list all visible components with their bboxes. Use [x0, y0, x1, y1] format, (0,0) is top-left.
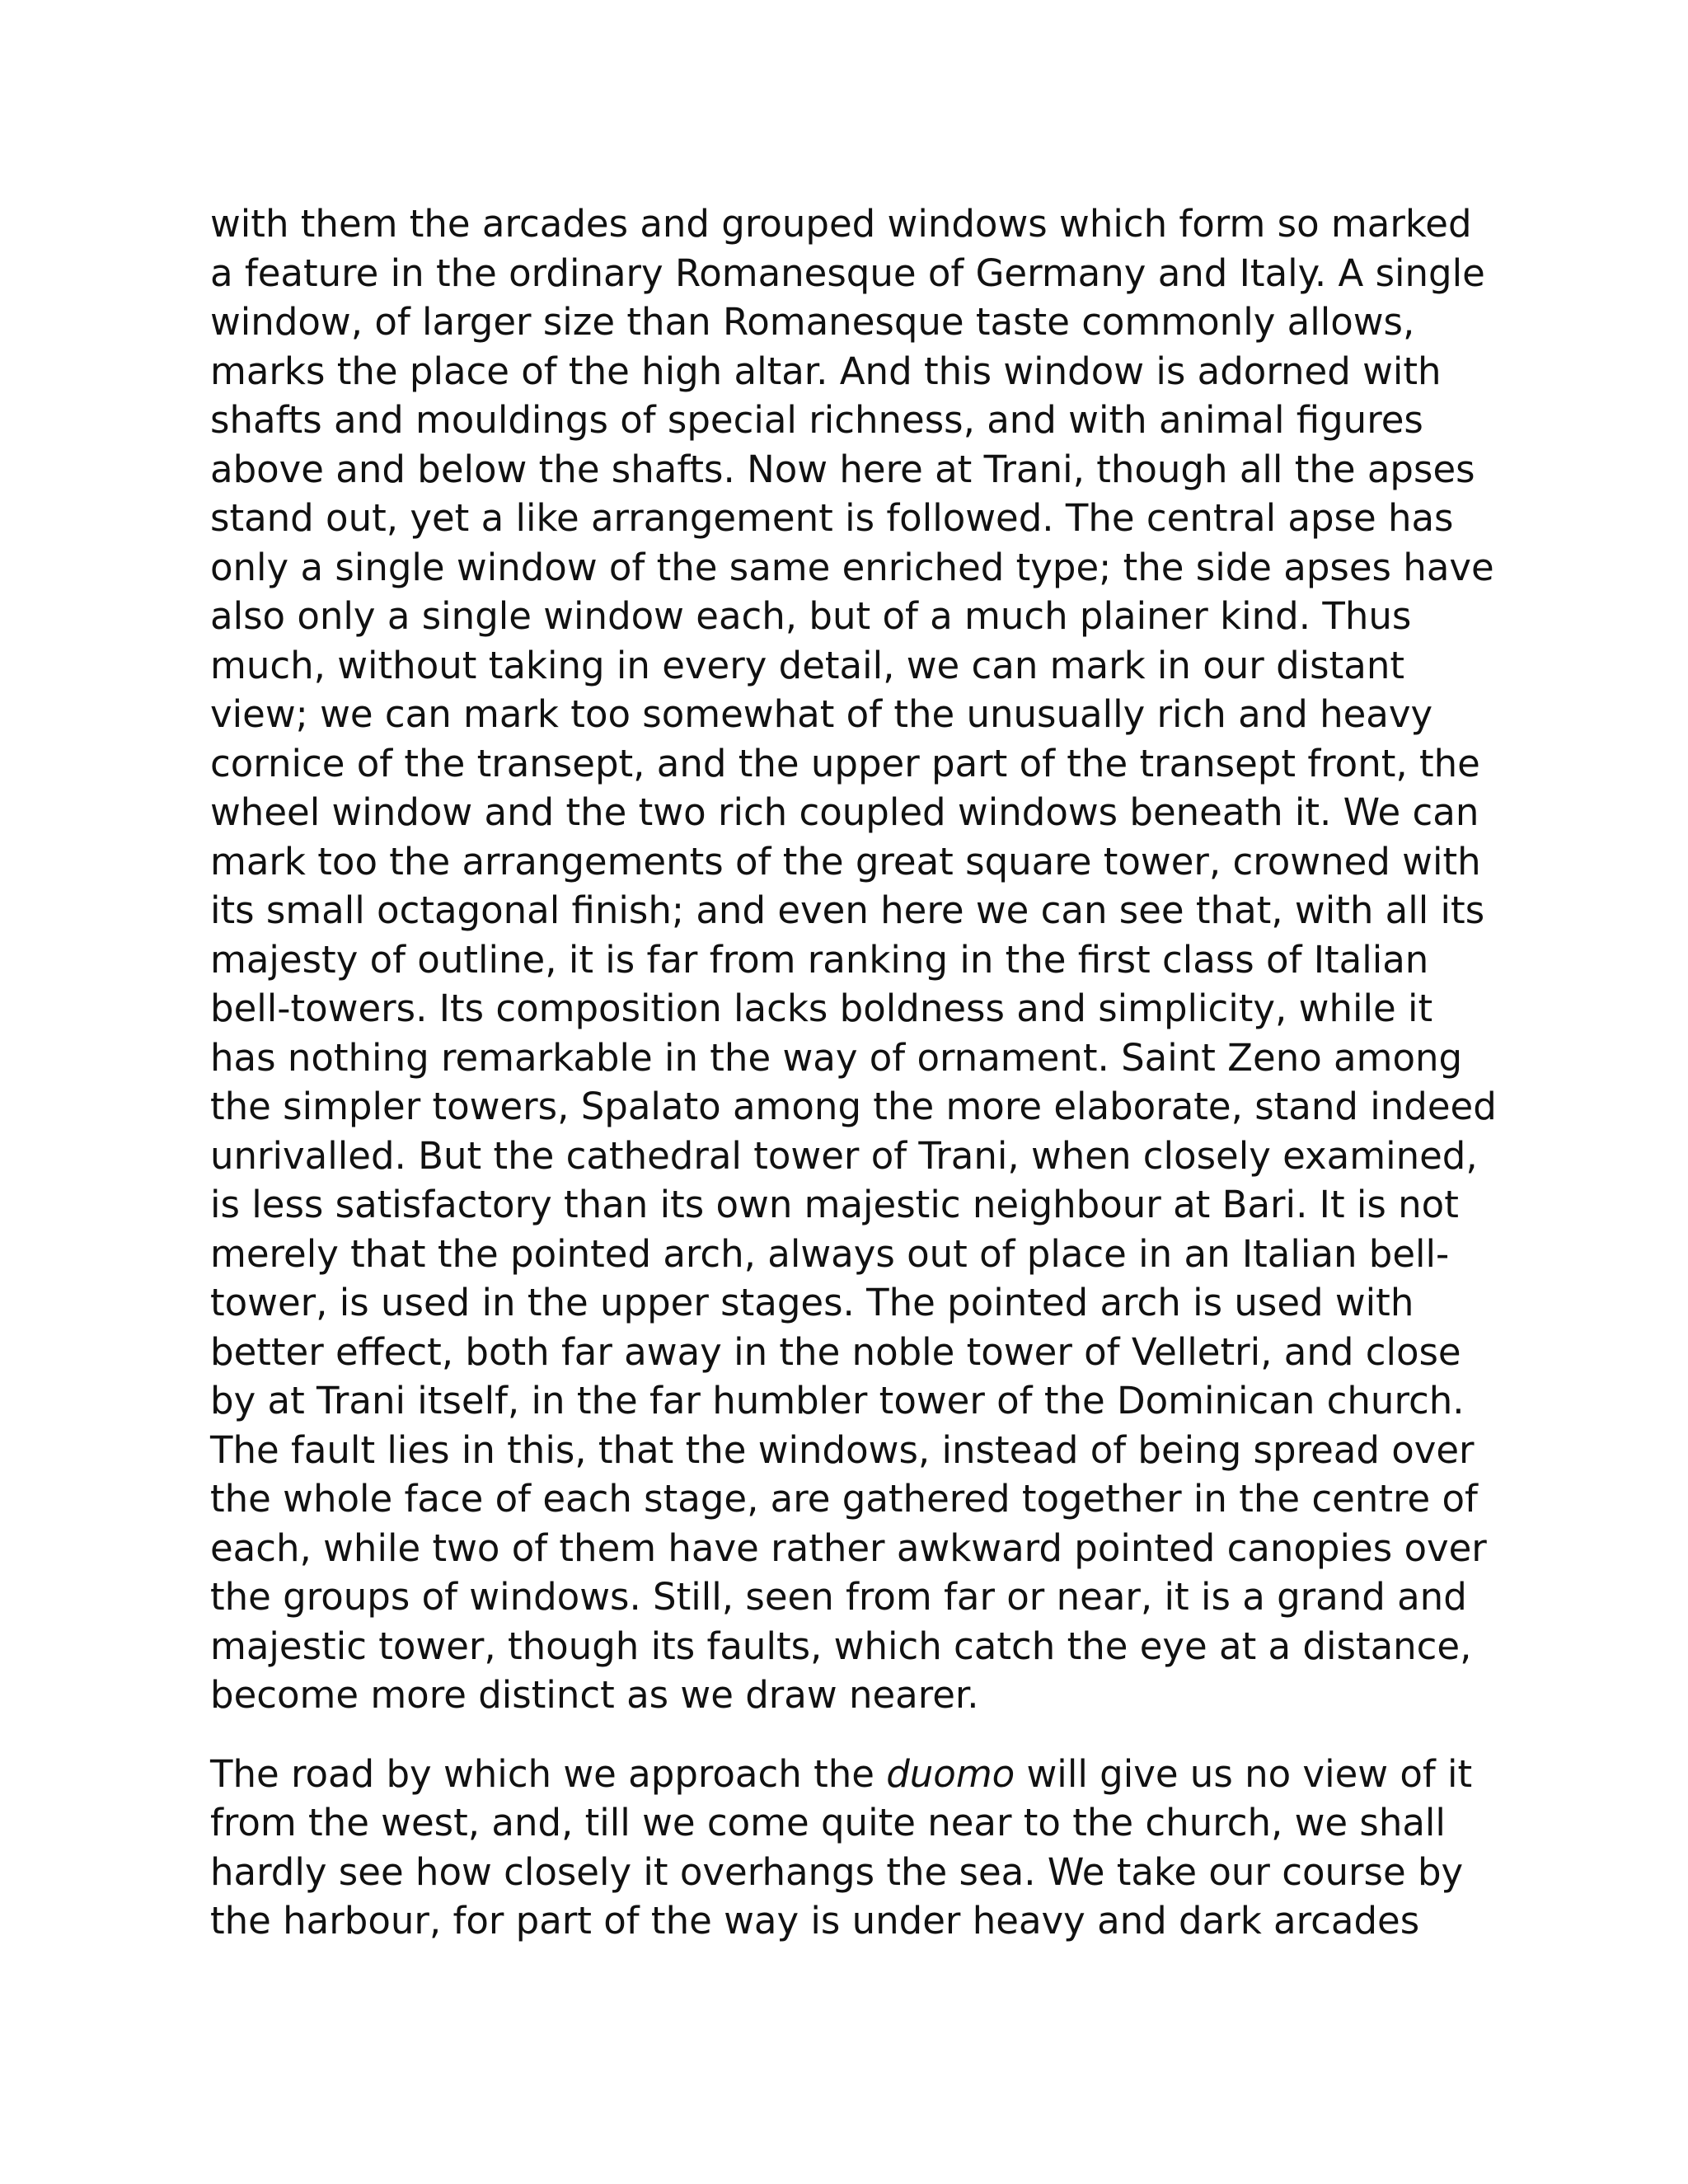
text-line: its small octagonal finish; and even here we can see that, with all its [210, 888, 1485, 932]
text-line: only a single window of the same enriched type; the side apses have [210, 545, 1494, 589]
text-line: unrivalled. But the cathedral tower of Trani, when closely examined, [210, 1133, 1478, 1178]
paragraph-gap [210, 1720, 1496, 1750]
text-line [210, 1750, 1496, 1799]
text-run: will give us no view of it [1015, 1751, 1473, 1796]
text-line: with them the arcades and grouped windows which form so marked [210, 202, 1472, 246]
text-line: also only a single window each, but of a much plainer kind. Thus [210, 594, 1412, 638]
text-line: majestic tower, though its faults, which catch the eye at a distance, [210, 1624, 1472, 1668]
text-line: the whole face of each stage, are gathered together in the centre of [210, 1477, 1478, 1521]
text-line: the simpler towers, Spalato among the more elaborate, stand indeed [210, 1085, 1497, 1128]
text-line: is less satisfactory than its own majestic neighbour at Bari. It is not [210, 1183, 1459, 1226]
text-line: much, without taking in every detail, we can mark in our distant [210, 643, 1405, 687]
text-line: each, while two of them have rather awkward pointed canopies over [210, 1526, 1487, 1570]
text-line: merely that the pointed arch, always out of place in an Italian bell- [210, 1231, 1450, 1276]
text-line: marks the place of the high altar. And this window is adorned with [210, 349, 1442, 393]
text-run: The road by which we approach the [210, 1751, 887, 1796]
text-line: become more distinct as we draw nearer. [210, 1673, 979, 1717]
text-line: cornice of the transept, and the upper part of the transept front, the [210, 741, 1480, 785]
text-line: window, of larger size than Romanesque taste commonly allows, [210, 300, 1415, 344]
text-line: the harbour, for part of the way is under heavy and dark arcades [210, 1899, 1420, 1943]
text-line: a feature in the ordinary Romanesque of Germany and Italy. A single [210, 251, 1485, 295]
text-line: majesty of outline, it is far from ranking in the first class of Italian [210, 937, 1429, 982]
text-line: better effect, both far away in the noble tower of Velletri, and close [210, 1329, 1461, 1374]
text-line: mark too the arrangements of the great square tower, crowned with [210, 839, 1481, 883]
text-line: from the west, and, till we come quite near to the church, we shall [210, 1801, 1446, 1844]
paragraph-1 [210, 199, 1496, 1720]
text-line: shafts and mouldings of special richness, and with animal figures [210, 398, 1423, 442]
text-line: wheel window and the two rich coupled windows beneath it. We can [210, 790, 1479, 834]
text-line: the groups of windows. Still, seen from far or near, it is a grand and [210, 1575, 1467, 1619]
text-line: has nothing remarkable in the way of ornament. Saint Zeno among [210, 1035, 1463, 1080]
text-line: tower, is used in the upper stages. The pointed arch is used with [210, 1281, 1414, 1324]
text-line: view; we can mark too somewhat of the unusually rich and heavy [210, 692, 1433, 736]
text-line: bell-towers. Its composition lacks boldness and simplicity, while it [210, 987, 1433, 1030]
italic-term: duomo [886, 1751, 1015, 1796]
paragraph-2 [210, 1750, 1496, 1946]
text-line: The fault lies in this, that the windows, instead of being spread over [210, 1427, 1475, 1472]
text-line: by at Trani itself, in the far humbler tower of the Dominican church. [210, 1379, 1465, 1422]
body-text [210, 199, 1496, 1946]
text-line: above and below the shafts. Now here at Trani, though all the apses [210, 447, 1475, 491]
text-line: hardly see how closely it overhangs the sea. We take our course by [210, 1849, 1464, 1894]
text-line: stand out, yet a like arrangement is followed. The central apse has [210, 496, 1454, 540]
